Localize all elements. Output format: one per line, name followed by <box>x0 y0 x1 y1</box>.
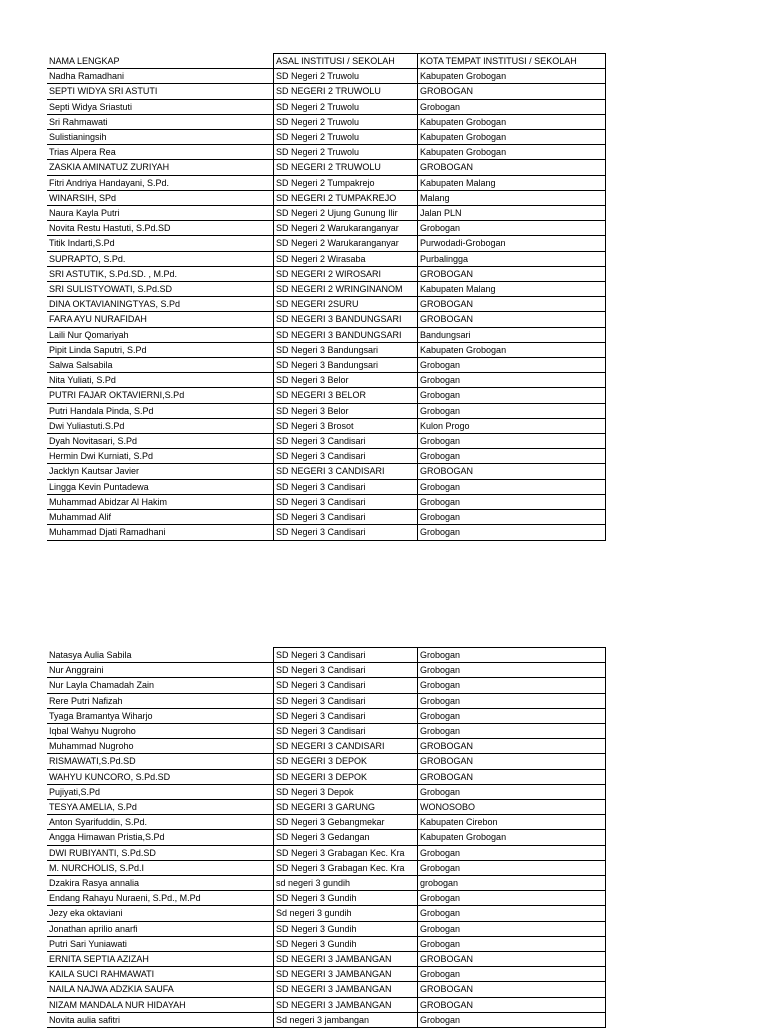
institution-cell: SD NEGERI 3 BELOR <box>274 388 418 403</box>
name-cell: DINA OKTAVIANINGTYAS, S.Pd <box>47 297 274 312</box>
city-cell: Grobogan <box>418 479 606 494</box>
participants-table-top-body <box>47 54 606 541</box>
name-cell: Nita Yuliati, S.Pd <box>47 373 274 388</box>
institution-cell: SD NEGERI 2 TUMPAKREJO <box>274 190 418 205</box>
institution-cell: SD Negeri 2 Ujung Gunung Ilir <box>274 206 418 221</box>
institution-cell: SD NEGERI 2SURU <box>274 297 418 312</box>
table-row <box>47 282 606 297</box>
city-cell: Grobogan <box>418 845 606 860</box>
table-row <box>47 358 606 373</box>
table-row <box>47 342 606 357</box>
institution-cell: SD Negeri 3 Depok <box>274 784 418 799</box>
institution-cell: SD NEGERI 2 WIROSARI <box>274 266 418 281</box>
name-cell: Natasya Aulia Sabila <box>47 648 274 663</box>
table-row <box>47 84 606 99</box>
institution-cell: SD Negeri 3 Gundih <box>274 891 418 906</box>
name-cell: Dyah Novitasari, S.Pd <box>47 434 274 449</box>
table-row <box>47 312 606 327</box>
name-cell: Titik Indarti,S.Pd <box>47 236 274 251</box>
city-cell: Grobogan <box>418 449 606 464</box>
city-cell: Purbalingga <box>418 251 606 266</box>
institution-cell: SD Negeri 3 Candisari <box>274 693 418 708</box>
city-cell: GROBOGAN <box>418 952 606 967</box>
city-cell: Kabupaten Cirebon <box>418 815 606 830</box>
institution-cell: SD Negeri 3 Candisari <box>274 648 418 663</box>
institution-cell: SD Negeri 2 Truwolu <box>274 99 418 114</box>
institution-cell: SD Negeri 3 Brosot <box>274 418 418 433</box>
name-cell: Pujiyati,S.Pd <box>47 784 274 799</box>
city-cell: Kabupaten Grobogan <box>418 830 606 845</box>
institution-cell: SD NEGERI 2 TRUWOLU <box>274 84 418 99</box>
city-cell: Grobogan <box>418 936 606 951</box>
name-cell: Nur Layla Chamadah Zain <box>47 678 274 693</box>
institution-cell: SD NEGERI 3 JAMBANGAN <box>274 952 418 967</box>
name-cell: Jacklyn Kautsar Javier <box>47 464 274 479</box>
table-row <box>47 921 606 936</box>
name-cell: M. NURCHOLIS, S.Pd.I <box>47 860 274 875</box>
city-cell: Jalan PLN <box>418 206 606 221</box>
city-cell: Grobogan <box>418 693 606 708</box>
city-cell: Grobogan <box>418 648 606 663</box>
table-row <box>47 997 606 1012</box>
name-cell: KAILA SUCI RAHMAWATI <box>47 967 274 982</box>
institution-cell: SD Negeri 3 Candisari <box>274 678 418 693</box>
name-cell: RISMAWATI,S.Pd.SD <box>47 754 274 769</box>
city-cell: Grobogan <box>418 663 606 678</box>
name-cell: Pipit Linda Saputri, S.Pd <box>47 342 274 357</box>
name-cell: Angga Himawan Pristia,S.Pd <box>47 830 274 845</box>
institution-cell: SD Negeri 3 Candisari <box>274 494 418 509</box>
name-cell: Muhammad Alif <box>47 510 274 525</box>
institution-cell: SD Negeri 2 Truwolu <box>274 114 418 129</box>
city-cell: Kabupaten Grobogan <box>418 69 606 84</box>
institution-cell: SD NEGERI 3 JAMBANGAN <box>274 997 418 1012</box>
institution-cell: SD Negeri 3 Grabagan Kec. Kra <box>274 845 418 860</box>
institution-cell: SD Negeri 3 Candisari <box>274 663 418 678</box>
name-cell: SRI ASTUTIK, S.Pd.SD. , M.Pd. <box>47 266 274 281</box>
header-institution-cell: ASAL INSTITUSI / SEKOLAH <box>274 54 418 69</box>
institution-cell: SD Negeri 3 Candisari <box>274 479 418 494</box>
city-cell: Grobogan <box>418 510 606 525</box>
institution-cell: SD Negeri 3 Candisari <box>274 449 418 464</box>
city-cell: GROBOGAN <box>418 769 606 784</box>
table-row <box>47 784 606 799</box>
table-row <box>47 221 606 236</box>
table-row <box>47 663 606 678</box>
name-cell: SRI SULISTYOWATI, S.Pd.SD <box>47 282 274 297</box>
table-row <box>47 418 606 433</box>
institution-cell: SD NEGERI 3 DEPOK <box>274 754 418 769</box>
name-cell: FARA AYU NURAFIDAH <box>47 312 274 327</box>
header-city-cell: KOTA TEMPAT INSTITUSI / SEKOLAH <box>418 54 606 69</box>
city-cell: Grobogan <box>418 494 606 509</box>
city-cell: Grobogan <box>418 525 606 540</box>
institution-cell: SD Negeri 3 Gedangan <box>274 830 418 845</box>
city-cell: GROBOGAN <box>418 464 606 479</box>
name-cell: PUTRI FAJAR OKTAVIERNI,S.Pd <box>47 388 274 403</box>
institution-cell: SD Negeri 3 Bandungsari <box>274 342 418 357</box>
city-cell: Grobogan <box>418 906 606 921</box>
table-row <box>47 648 606 663</box>
table-row <box>47 114 606 129</box>
name-cell: ERNITA SEPTIA AZIZAH <box>47 952 274 967</box>
table-row <box>47 494 606 509</box>
institution-cell: SD Negeri 3 Candisari <box>274 525 418 540</box>
city-cell: Kabupaten Malang <box>418 175 606 190</box>
table-row <box>47 845 606 860</box>
name-cell: Anton Syarifuddin, S.Pd. <box>47 815 274 830</box>
city-cell: Grobogan <box>418 784 606 799</box>
table-row <box>47 388 606 403</box>
city-cell: Grobogan <box>418 724 606 739</box>
institution-cell: SD Negeri 3 Candisari <box>274 708 418 723</box>
institution-cell: SD Negeri 3 Gundih <box>274 921 418 936</box>
table-row <box>47 724 606 739</box>
table-row <box>47 754 606 769</box>
table-row <box>47 952 606 967</box>
city-cell: Grobogan <box>418 99 606 114</box>
name-cell: Sri Rahmawati <box>47 114 274 129</box>
name-cell: Septi Widya Sriastuti <box>47 99 274 114</box>
institution-cell: SD NEGERI 3 JAMBANGAN <box>274 982 418 997</box>
table-row <box>47 327 606 342</box>
name-cell: Putri Sari Yuniawati <box>47 936 274 951</box>
city-cell: Kabupaten Grobogan <box>418 130 606 145</box>
name-cell: Hermin Dwi Kurniati, S.Pd <box>47 449 274 464</box>
name-cell: SEPTI WIDYA SRI ASTUTI <box>47 84 274 99</box>
name-cell: WAHYU KUNCORO, S.Pd.SD <box>47 769 274 784</box>
name-cell: Muhammad Abidzar Al Hakim <box>47 494 274 509</box>
institution-cell: SD Negeri 3 Belor <box>274 403 418 418</box>
table-row <box>47 936 606 951</box>
name-cell: Muhammad Nugroho <box>47 739 274 754</box>
institution-cell: SD Negeri 2 Warukaranganyar <box>274 236 418 251</box>
name-cell: Iqbal Wahyu Nugroho <box>47 724 274 739</box>
institution-cell: SD NEGERI 3 CANDISARI <box>274 464 418 479</box>
city-cell: Malang <box>418 190 606 205</box>
city-cell: Grobogan <box>418 708 606 723</box>
name-cell: Novita Restu Hastuti, S.Pd.SD <box>47 221 274 236</box>
city-cell: Grobogan <box>418 891 606 906</box>
participants-table-bottom <box>47 647 606 1028</box>
participants-table-top <box>47 53 606 541</box>
table-row <box>47 708 606 723</box>
name-cell: Salwa Salsabila <box>47 358 274 373</box>
name-cell: SUPRAPTO, S.Pd. <box>47 251 274 266</box>
name-cell: Endang Rahayu Nuraeni, S.Pd., M.Pd <box>47 891 274 906</box>
city-cell: Bandungsari <box>418 327 606 342</box>
institution-cell: SD Negeri 3 Candisari <box>274 510 418 525</box>
city-cell: Grobogan <box>418 388 606 403</box>
city-cell: Kabupaten Grobogan <box>418 114 606 129</box>
institution-cell: SD Negeri 2 Warukaranganyar <box>274 221 418 236</box>
institution-cell: SD NEGERI 3 GARUNG <box>274 800 418 815</box>
city-cell: Kulon Progo <box>418 418 606 433</box>
name-cell: Nur Anggraini <box>47 663 274 678</box>
institution-cell: SD Negeri 2 Truwolu <box>274 69 418 84</box>
institution-cell: Sd negeri 3 jambangan <box>274 1012 418 1027</box>
name-cell: ZASKIA AMINATUZ ZURIYAH <box>47 160 274 175</box>
name-cell: Naura Kayla Putri <box>47 206 274 221</box>
name-cell: Dwi Yuliastuti.S.Pd <box>47 418 274 433</box>
institution-cell: SD Negeri 2 Wirasaba <box>274 251 418 266</box>
name-cell: Tyaga Bramantya Wiharjo <box>47 708 274 723</box>
name-cell: Novita aulia safitri <box>47 1012 274 1027</box>
institution-cell: SD Negeri 3 Grabagan Kec. Kra <box>274 860 418 875</box>
name-cell: NIZAM MANDALA NUR HIDAYAH <box>47 997 274 1012</box>
table-row <box>47 434 606 449</box>
table-row <box>47 403 606 418</box>
table-row <box>47 464 606 479</box>
table-row <box>47 130 606 145</box>
table-row <box>47 206 606 221</box>
city-cell: GROBOGAN <box>418 160 606 175</box>
table-row <box>47 69 606 84</box>
table-row <box>47 876 606 891</box>
institution-cell: SD NEGERI 3 BANDUNGSARI <box>274 327 418 342</box>
table-row <box>47 99 606 114</box>
city-cell: Grobogan <box>418 921 606 936</box>
city-cell: Grobogan <box>418 434 606 449</box>
institution-cell: sd negeri 3 gundih <box>274 876 418 891</box>
table-row <box>47 769 606 784</box>
table-row <box>47 266 606 281</box>
name-cell: Trias Alpera Rea <box>47 145 274 160</box>
city-cell: GROBOGAN <box>418 266 606 281</box>
institution-cell: SD NEGERI 3 DEPOK <box>274 769 418 784</box>
table-row <box>47 693 606 708</box>
city-cell: Grobogan <box>418 1012 606 1027</box>
name-cell: Jonathan aprilio anarfi <box>47 921 274 936</box>
city-cell: Purwodadi-Grobogan <box>418 236 606 251</box>
name-cell: Jezy eka oktaviani <box>47 906 274 921</box>
city-cell: Grobogan <box>418 373 606 388</box>
table-row <box>47 1012 606 1027</box>
participants-table-bottom-body <box>47 648 606 1028</box>
table-row <box>47 449 606 464</box>
table-row <box>47 145 606 160</box>
header-row <box>47 54 606 69</box>
table-row <box>47 982 606 997</box>
table-row <box>47 815 606 830</box>
name-cell: DWI RUBIYANTI, S.Pd.SD <box>47 845 274 860</box>
table-row <box>47 967 606 982</box>
table-row <box>47 906 606 921</box>
city-cell: grobogan <box>418 876 606 891</box>
city-cell: Kabupaten Grobogan <box>418 145 606 160</box>
name-cell: TESYA AMELIA, S.Pd <box>47 800 274 815</box>
institution-cell: SD Negeri 3 Candisari <box>274 724 418 739</box>
institution-cell: SD Negeri 3 Belor <box>274 373 418 388</box>
institution-cell: SD NEGERI 3 CANDISARI <box>274 739 418 754</box>
table-row <box>47 510 606 525</box>
table-row <box>47 891 606 906</box>
name-cell: Rere Putri Nafizah <box>47 693 274 708</box>
table-row <box>47 860 606 875</box>
table-row <box>47 525 606 540</box>
name-cell: Putri Handala Pinda, S.Pd <box>47 403 274 418</box>
city-cell: Grobogan <box>418 967 606 982</box>
table-row <box>47 160 606 175</box>
table-row <box>47 190 606 205</box>
name-cell: Lingga Kevin Puntadewa <box>47 479 274 494</box>
institution-cell: SD Negeri 2 Tumpakrejo <box>274 175 418 190</box>
name-cell: NAILA NAJWA ADZKIA SAUFA <box>47 982 274 997</box>
name-cell: WINARSIH, SPd <box>47 190 274 205</box>
table-row <box>47 175 606 190</box>
name-cell: Dzakira Rasya annalia <box>47 876 274 891</box>
city-cell: Grobogan <box>418 860 606 875</box>
city-cell: GROBOGAN <box>418 754 606 769</box>
city-cell: GROBOGAN <box>418 997 606 1012</box>
city-cell: Grobogan <box>418 403 606 418</box>
city-cell: Grobogan <box>418 358 606 373</box>
institution-cell: SD Negeri 3 Bandungsari <box>274 358 418 373</box>
table-row <box>47 830 606 845</box>
city-cell: Grobogan <box>418 678 606 693</box>
city-cell: GROBOGAN <box>418 84 606 99</box>
name-cell: Nadha Ramadhani <box>47 69 274 84</box>
institution-cell: SD Negeri 2 Truwolu <box>274 130 418 145</box>
institution-cell: Sd negeri 3 gundih <box>274 906 418 921</box>
table-row <box>47 800 606 815</box>
institution-cell: SD NEGERI 2 TRUWOLU <box>274 160 418 175</box>
table-row <box>47 236 606 251</box>
city-cell: GROBOGAN <box>418 739 606 754</box>
city-cell: WONOSOBO <box>418 800 606 815</box>
city-cell: GROBOGAN <box>418 982 606 997</box>
name-cell: Laili Nur Qomariyah <box>47 327 274 342</box>
city-cell: GROBOGAN <box>418 312 606 327</box>
table-row <box>47 678 606 693</box>
city-cell: Grobogan <box>418 221 606 236</box>
table-row <box>47 297 606 312</box>
table-row <box>47 251 606 266</box>
city-cell: Kabupaten Grobogan <box>418 342 606 357</box>
institution-cell: SD NEGERI 3 JAMBANGAN <box>274 967 418 982</box>
city-cell: GROBOGAN <box>418 297 606 312</box>
institution-cell: SD Negeri 3 Candisari <box>274 434 418 449</box>
institution-cell: SD Negeri 3 Gundih <box>274 936 418 951</box>
header-name-cell: NAMA LENGKAP <box>47 54 274 69</box>
institution-cell: SD Negeri 2 Truwolu <box>274 145 418 160</box>
institution-cell: SD Negeri 3 Gebangmekar <box>274 815 418 830</box>
city-cell: Kabupaten Malang <box>418 282 606 297</box>
name-cell: Fitri Andriya Handayani, S.Pd. <box>47 175 274 190</box>
table-row <box>47 479 606 494</box>
table-row <box>47 373 606 388</box>
institution-cell: SD NEGERI 3 BANDUNGSARI <box>274 312 418 327</box>
name-cell: Sulistianingsih <box>47 130 274 145</box>
name-cell: Muhammad Djati Ramadhani <box>47 525 274 540</box>
table-row <box>47 739 606 754</box>
institution-cell: SD NEGERI 2 WRINGINANOM <box>274 282 418 297</box>
